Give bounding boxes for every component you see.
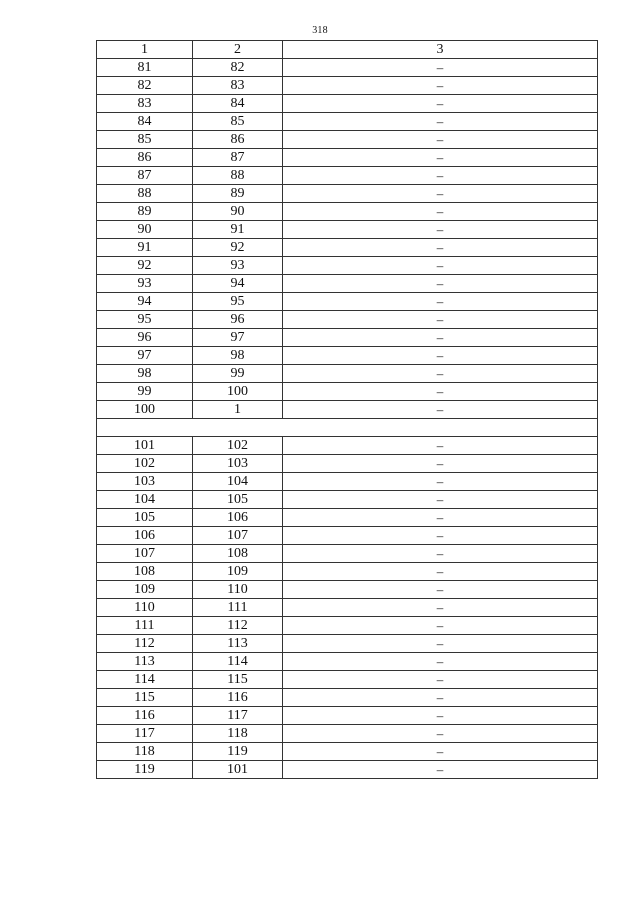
table-cell-col-2: 101: [193, 761, 283, 779]
page-number: 318: [312, 25, 328, 36]
table-cell-col-2: 97: [193, 329, 283, 347]
table-row: [97, 725, 598, 743]
table-cell-col-1: 115: [97, 689, 193, 707]
table-row: [97, 509, 598, 527]
table-cell-col-2: 116: [193, 689, 283, 707]
table-cell-col-3: –: [283, 383, 598, 401]
table-cell-col-2: 90: [193, 203, 283, 221]
table-cell-col-3: –: [283, 401, 598, 419]
table-cell-col-2: 104: [193, 473, 283, 491]
table-cell-col-1: 98: [97, 365, 193, 383]
table-body: [97, 59, 598, 779]
table-cell-col-2: 85: [193, 113, 283, 131]
table-cell-col-3: –: [283, 653, 598, 671]
table-row: [97, 455, 598, 473]
table-row: [97, 563, 598, 581]
table-row: [97, 311, 598, 329]
table-cell-col-3: –: [283, 275, 598, 293]
table-cell-col-1: 84: [97, 113, 193, 131]
table-cell-col-3: –: [283, 185, 598, 203]
table-cell-col-1: 97: [97, 347, 193, 365]
table-cell-col-2: 92: [193, 239, 283, 257]
table-cell-col-1: 118: [97, 743, 193, 761]
table-cell-col-3: –: [283, 689, 598, 707]
table-cell-col-3: –: [283, 599, 598, 617]
table-cell-col-3: –: [283, 167, 598, 185]
table-cell-col-3: –: [283, 311, 598, 329]
table-row: [97, 437, 598, 455]
table-cell-col-3: –: [283, 293, 598, 311]
table-cell-col-2: 115: [193, 671, 283, 689]
table-cell-col-1: 91: [97, 239, 193, 257]
table-row: [97, 707, 598, 725]
table-cell-col-1: 92: [97, 257, 193, 275]
table-cell-col-3: –: [283, 581, 598, 599]
table-cell-col-2: 82: [193, 59, 283, 77]
table-cell-col-1: 112: [97, 635, 193, 653]
table-cell-col-1: 109: [97, 581, 193, 599]
table-row: [97, 383, 598, 401]
table-cell-col-3: –: [283, 329, 598, 347]
table-cell-col-1: 89: [97, 203, 193, 221]
table-cell-col-2: 107: [193, 527, 283, 545]
table-cell-col-1: 110: [97, 599, 193, 617]
table-cell-col-2: 102: [193, 437, 283, 455]
table-cell-col-2: 86: [193, 131, 283, 149]
table-cell-col-1: 104: [97, 491, 193, 509]
table-cell-col-3: –: [283, 743, 598, 761]
data-table: [96, 40, 598, 779]
table-cell-col-2: 106: [193, 509, 283, 527]
table-cell-col-1: 114: [97, 671, 193, 689]
table-cell-col-2: 114: [193, 653, 283, 671]
table-cell-col-2: 109: [193, 563, 283, 581]
table-cell-col-1: 93: [97, 275, 193, 293]
table-cell-col-3: –: [283, 437, 598, 455]
header-col-2: 2: [193, 41, 283, 59]
table-cell-col-2: 93: [193, 257, 283, 275]
table-cell-col-1: 87: [97, 167, 193, 185]
data-table-container: [96, 40, 597, 779]
table-cell-col-2: 112: [193, 617, 283, 635]
table-cell-col-3: –: [283, 95, 598, 113]
table-row: [97, 365, 598, 383]
table-row: [97, 527, 598, 545]
table-cell-col-2: 119: [193, 743, 283, 761]
table-cell-col-1: 116: [97, 707, 193, 725]
table-cell-col-3: –: [283, 239, 598, 257]
table-row: [97, 635, 598, 653]
table-cell-col-3: –: [283, 455, 598, 473]
table-cell-col-2: 83: [193, 77, 283, 95]
table-row: [97, 185, 598, 203]
table-row: [97, 473, 598, 491]
table-cell-col-2: 110: [193, 581, 283, 599]
table-row: [97, 149, 598, 167]
table-cell-col-1: 117: [97, 725, 193, 743]
table-cell-col-1: 90: [97, 221, 193, 239]
table-row: [97, 347, 598, 365]
table-cell-col-2: 87: [193, 149, 283, 167]
table-cell-col-2: 113: [193, 635, 283, 653]
table-cell-col-1: 108: [97, 563, 193, 581]
table-cell-col-3: –: [283, 221, 598, 239]
table-row: [97, 581, 598, 599]
table-row: [97, 761, 598, 779]
table-cell-col-3: –: [283, 131, 598, 149]
table-row: [97, 275, 598, 293]
table-cell-col-2: 103: [193, 455, 283, 473]
table-cell-col-1: 85: [97, 131, 193, 149]
section-separator-row: [97, 419, 598, 437]
table-row: [97, 329, 598, 347]
table-cell-col-1: 111: [97, 617, 193, 635]
table-cell-col-1: 103: [97, 473, 193, 491]
table-cell-col-2: 105: [193, 491, 283, 509]
table-row: [97, 221, 598, 239]
table-cell-col-1: 113: [97, 653, 193, 671]
table-row: [97, 653, 598, 671]
table-cell-col-3: –: [283, 203, 598, 221]
table-cell-col-1: 81: [97, 59, 193, 77]
table-row: [97, 617, 598, 635]
table-cell-col-3: –: [283, 347, 598, 365]
table-cell-col-3: –: [283, 149, 598, 167]
table-row: [97, 689, 598, 707]
table-cell-col-2: 89: [193, 185, 283, 203]
table-cell-col-1: 83: [97, 95, 193, 113]
table-cell-col-3: –: [283, 635, 598, 653]
table-row: [97, 545, 598, 563]
table-cell-col-3: –: [283, 617, 598, 635]
table-cell-col-2: 117: [193, 707, 283, 725]
header-row: [97, 41, 598, 59]
table-row: [97, 167, 598, 185]
table-row: [97, 257, 598, 275]
table-cell-col-3: –: [283, 761, 598, 779]
table-cell-col-2: 95: [193, 293, 283, 311]
table-cell-col-2: 99: [193, 365, 283, 383]
table-cell-col-2: 1: [193, 401, 283, 419]
table-cell-col-3: –: [283, 491, 598, 509]
table-row: [97, 743, 598, 761]
table-cell-col-1: 106: [97, 527, 193, 545]
table-cell-col-3: –: [283, 113, 598, 131]
table-cell-col-1: 101: [97, 437, 193, 455]
table-cell-col-1: 96: [97, 329, 193, 347]
table-row: [97, 59, 598, 77]
table-cell-col-1: 88: [97, 185, 193, 203]
table-row: [97, 491, 598, 509]
table-cell-col-3: –: [283, 545, 598, 563]
table-cell-col-3: –: [283, 725, 598, 743]
table-cell-col-2: 100: [193, 383, 283, 401]
table-cell-col-2: 94: [193, 275, 283, 293]
table-cell-col-1: 86: [97, 149, 193, 167]
table-cell-col-1: 82: [97, 77, 193, 95]
table-row: [97, 239, 598, 257]
table-cell-col-3: –: [283, 707, 598, 725]
table-row: [97, 599, 598, 617]
table-row: [97, 95, 598, 113]
table-row: [97, 203, 598, 221]
header-col-1: 1: [97, 41, 193, 59]
table-cell-col-2: 98: [193, 347, 283, 365]
table-cell-col-3: –: [283, 671, 598, 689]
table-row: [97, 671, 598, 689]
table-cell-col-1: 100: [97, 401, 193, 419]
table-row: [97, 401, 598, 419]
table-cell-col-1: 119: [97, 761, 193, 779]
table-cell-col-1: 102: [97, 455, 193, 473]
table-row: [97, 293, 598, 311]
table-cell-col-2: 91: [193, 221, 283, 239]
table-row: [97, 113, 598, 131]
section-separator-cell: [97, 419, 598, 437]
table-cell-col-3: –: [283, 473, 598, 491]
table-cell-col-3: –: [283, 77, 598, 95]
table-cell-col-1: 99: [97, 383, 193, 401]
table-cell-col-2: 118: [193, 725, 283, 743]
table-row: [97, 77, 598, 95]
table-cell-col-2: 96: [193, 311, 283, 329]
table-cell-col-2: 84: [193, 95, 283, 113]
table-cell-col-2: 111: [193, 599, 283, 617]
table-cell-col-3: –: [283, 365, 598, 383]
table-cell-col-3: –: [283, 59, 598, 77]
table-row: [97, 131, 598, 149]
table-cell-col-2: 88: [193, 167, 283, 185]
table-cell-col-3: –: [283, 527, 598, 545]
header-col-3: 3: [283, 41, 598, 59]
table-cell-col-1: 105: [97, 509, 193, 527]
table-cell-col-3: –: [283, 509, 598, 527]
table-cell-col-3: –: [283, 257, 598, 275]
table-cell-col-1: 95: [97, 311, 193, 329]
table-cell-col-3: –: [283, 563, 598, 581]
table-cell-col-1: 107: [97, 545, 193, 563]
table-cell-col-2: 108: [193, 545, 283, 563]
table-cell-col-1: 94: [97, 293, 193, 311]
